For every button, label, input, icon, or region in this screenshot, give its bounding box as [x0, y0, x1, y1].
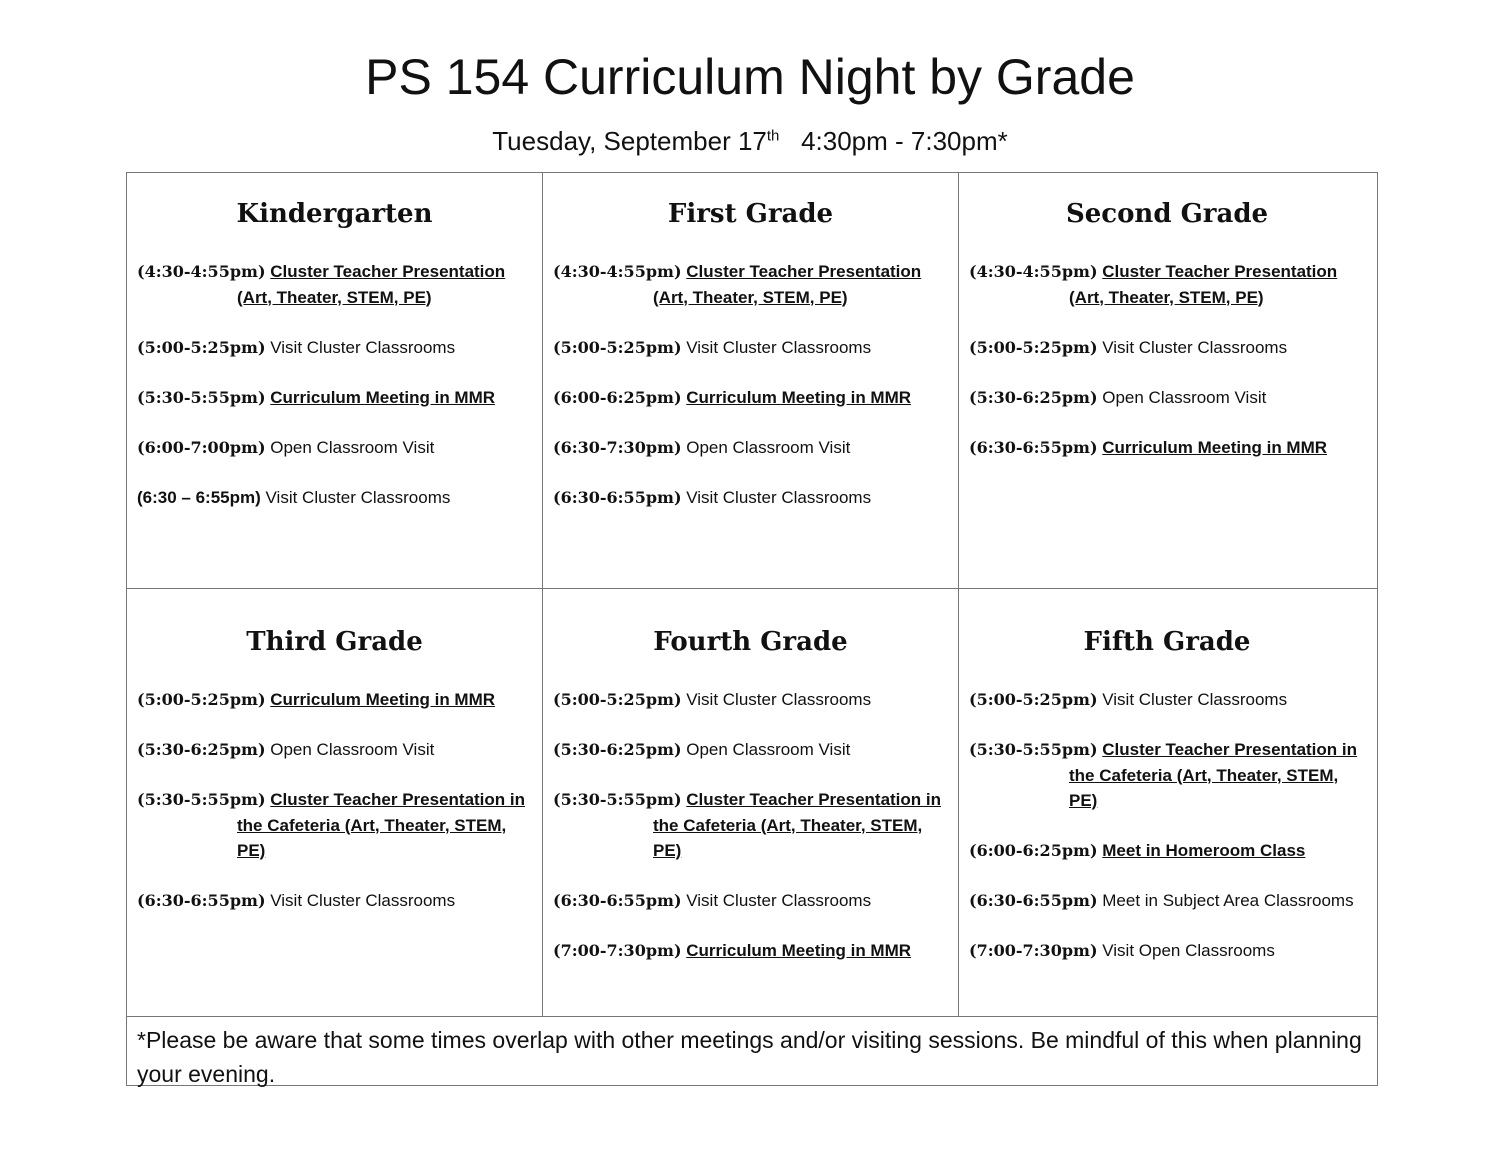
entry-activity: Cluster Teacher Presentation in the Cafeteria (Art, Theater, STEM, PE) [1069, 740, 1358, 810]
schedule-entry [969, 259, 1365, 310]
schedule-entry [553, 259, 948, 310]
schedule-entry [969, 938, 1365, 964]
schedule-entry [137, 888, 532, 914]
entry-time: (6:30-6:55pm) [553, 891, 682, 910]
schedule-entry [969, 335, 1365, 361]
entry-activity: Open Classroom Visit [686, 437, 851, 457]
entry-time: (6:30-7:30pm) [553, 437, 682, 457]
entry-activity: Open Classroom Visit [1102, 387, 1267, 407]
entry-time: (5:00-5:25pm) [137, 337, 266, 357]
entry-activity: Visit Cluster Classrooms [270, 891, 456, 910]
schedule-entry [553, 787, 948, 864]
event-date: Tuesday, September 17 [492, 126, 767, 156]
overlap-note: *Please be aware that some times overlap with other meetings and/or visiting sessions. Be mindful of this when planning your evening. [137, 1027, 1362, 1087]
grade-heading: Fourth Grade [653, 627, 848, 657]
schedule-entry [553, 938, 948, 964]
schedule-entry [969, 385, 1365, 411]
entry-time: (5:30-5:55pm) [969, 740, 1098, 759]
entry-activity: Visit Cluster Classrooms [1102, 337, 1288, 357]
entry-time: (6:00-6:25pm) [553, 387, 682, 407]
entry-activity: Meet in Homeroom Class [1102, 841, 1306, 860]
grade-cell [959, 173, 1375, 588]
grade-heading: Second Grade [1065, 199, 1269, 229]
entry-time: (5:00-5:25pm) [969, 690, 1098, 709]
schedule-entry [137, 687, 532, 713]
date-suffix: th [766, 127, 780, 145]
event-time: 4:30pm - 7:30pm* [801, 126, 1008, 156]
schedule-entry [553, 435, 948, 461]
schedule-entry [137, 435, 532, 461]
entry-time: (5:30-6:25pm) [137, 740, 266, 759]
entry-activity: Open Classroom Visit [270, 437, 435, 457]
entry-time: (7:00-7:30pm) [969, 941, 1098, 960]
entry-activity: Cluster Teacher Presentation (Art, Theater, STEM, PE) [1069, 262, 1338, 307]
schedule-entry [553, 385, 948, 411]
entry-time: (7:00-7:30pm) [553, 941, 682, 960]
schedule-entry [969, 838, 1365, 864]
schedule-entry [969, 888, 1365, 914]
entry-activity: Visit Cluster Classrooms [686, 690, 872, 709]
entry-activity: Visit Cluster Classrooms [686, 891, 872, 910]
entry-time: (5:30-5:55pm) [553, 790, 682, 809]
schedule-entry [969, 435, 1365, 461]
entry-time: (6:00-7:00pm) [137, 437, 266, 457]
entry-time: (5:00-5:25pm) [553, 337, 682, 357]
grade-cell [127, 173, 543, 588]
entry-time: (6:30 – 6:55pm) [137, 487, 261, 507]
schedule-entry [553, 888, 948, 914]
grade-heading: Fifth Grade [1083, 627, 1251, 657]
entry-activity: Cluster Teacher Presentation in the Cafeteria (Art, Theater, STEM, PE) [653, 790, 942, 860]
grade-cell [543, 589, 959, 1016]
schedule-row [127, 589, 1377, 1017]
entry-activity: Cluster Teacher Presentation (Art, Theater, STEM, PE) [653, 262, 922, 307]
entry-time: (5:30-5:55pm) [137, 790, 266, 809]
entry-activity: Curriculum Meeting in MMR [270, 690, 496, 709]
entry-activity: Curriculum Meeting in MMR [686, 387, 912, 407]
entry-activity: Cluster Teacher Presentation in the Cafeteria (Art, Theater, STEM, PE) [237, 790, 526, 860]
entry-time: (6:30-6:55pm) [969, 437, 1098, 457]
schedule-entry [553, 737, 948, 763]
schedule-entry [137, 385, 532, 411]
entry-time: (4:30-4:55pm) [553, 262, 682, 281]
grade-cell [959, 589, 1375, 1016]
entry-time: (5:30-6:25pm) [553, 740, 682, 759]
entry-time: (5:30-5:55pm) [137, 387, 266, 407]
schedule-entry [553, 485, 948, 511]
schedule-row [127, 173, 1377, 589]
entry-time: (4:30-4:55pm) [137, 262, 266, 281]
entry-time: (6:30-6:55pm) [137, 891, 266, 910]
grade-heading: Third Grade [246, 627, 423, 657]
entry-activity: Visit Cluster Classrooms [686, 487, 872, 507]
entry-activity: Open Classroom Visit [270, 740, 435, 759]
schedule-entry [137, 485, 532, 511]
grade-cell [127, 589, 543, 1016]
schedule-entry [137, 787, 532, 864]
schedule-entry [969, 687, 1365, 713]
entry-time: (5:30-6:25pm) [969, 387, 1098, 407]
entry-activity: Curriculum Meeting in MMR [1102, 437, 1328, 457]
schedule-table [126, 172, 1378, 1086]
grade-heading: Kindergarten [236, 199, 433, 229]
page-title: PS 154 Curriculum Night by Grade [365, 49, 1135, 105]
entry-activity: Visit Cluster Classrooms [1102, 690, 1288, 709]
event-date-time [0, 126, 1500, 157]
entry-activity: Meet in Subject Area Classrooms [1102, 891, 1354, 910]
schedule-entry [553, 687, 948, 713]
entry-activity: Visit Cluster Classrooms [686, 337, 872, 357]
entry-time: (6:00-6:25pm) [969, 841, 1098, 860]
entry-time: (5:00-5:25pm) [137, 690, 266, 709]
entry-activity: Open Classroom Visit [686, 740, 851, 759]
entry-time: (5:00-5:25pm) [969, 337, 1098, 357]
entry-activity: Curriculum Meeting in MMR [270, 387, 496, 407]
entry-time: (6:30-6:55pm) [553, 487, 682, 507]
entry-activity: Visit Cluster Classrooms [270, 337, 456, 357]
entry-activity: Visit Cluster Classrooms [265, 487, 451, 507]
schedule-entry [969, 737, 1365, 814]
schedule-entry [137, 259, 532, 310]
schedule-entry [553, 335, 948, 361]
grade-cell [543, 173, 959, 588]
entry-activity: Curriculum Meeting in MMR [686, 941, 912, 960]
entry-time: (5:00-5:25pm) [553, 690, 682, 709]
schedule-entry [137, 737, 532, 763]
schedule-entry [137, 335, 532, 361]
entry-time: (4:30-4:55pm) [969, 262, 1098, 281]
entry-time: (6:30-6:55pm) [969, 891, 1098, 910]
entry-activity: Visit Open Classrooms [1102, 941, 1275, 960]
entry-activity: Cluster Teacher Presentation (Art, Theater, STEM, PE) [237, 262, 506, 307]
grade-heading: First Grade [667, 199, 834, 229]
